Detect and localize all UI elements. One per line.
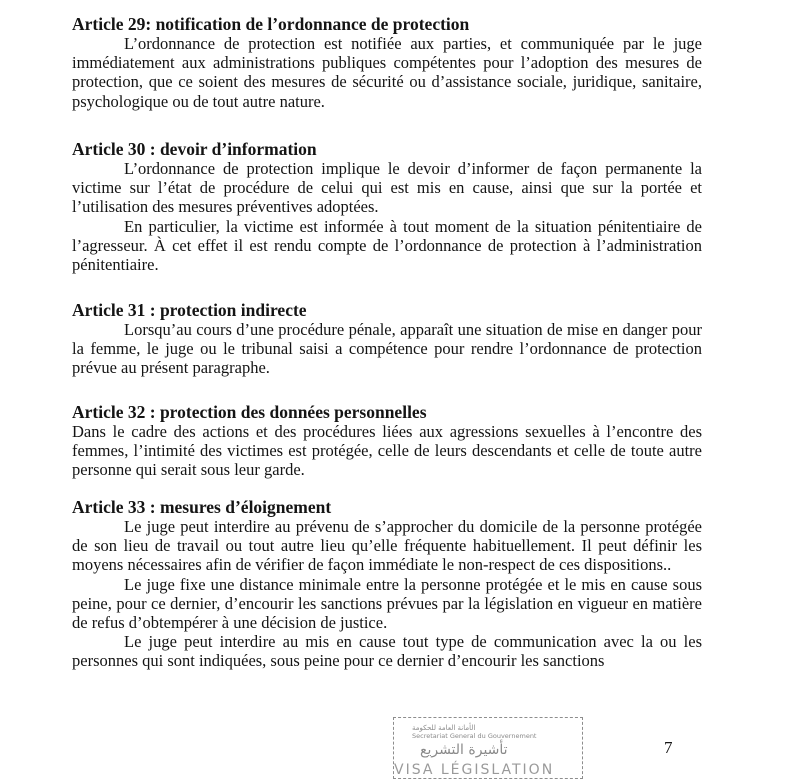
article-heading: Article 31 : protection indirecte [72, 300, 307, 320]
stamp-visa-text: VISA LÉGISLATION [394, 762, 555, 778]
article-paragraph: Le juge fixe une distance minimale entre la personne protégée et le mis en cause sous peine, pour ce dernier, d’encourir les sanctions prévues par la législation en vigueur en matière de refus d’obtempérer à une décision de justice. [72, 574, 702, 633]
page-number: 7 [664, 738, 673, 757]
article-heading: Article 33 : mesures d’éloignement [72, 497, 332, 517]
article-31 [72, 300, 702, 378]
article-heading: Article 32 : protection des données personnelles [72, 402, 427, 422]
stamp-arabic-text: تأشيرة التشريع [420, 742, 508, 758]
article-30 [72, 139, 702, 274]
article-paragraph: L’ordonnance de protection implique le devoir d’informer de façon permanente la victime sur l’état de procédure de celui qui est mis en cause, ainsi que sur la portée et l’utilisation des mesures préventives adoptées. [72, 159, 702, 217]
article-32 [72, 402, 702, 480]
article-33 [72, 497, 702, 671]
article-paragraph: En particulier, la victime est informée à tout moment de la situation pénitentiaire de l’agresseur. À cet effet il est rendu compte de l’ordonnance de protection à l’administration pénitentiaire. [72, 216, 702, 275]
stamp-arabic-header: الأمانة العامة للحكومة [412, 724, 476, 732]
article-paragraph: Le juge peut interdire au prévenu de s’approcher du domicile de la personne protégée de son lieu de travail ou tout autre lieu qu’elle fréquente habituellement. Il peut définir les moyens nécessaires afin de vérifier de façon immédiate le non-respect de ces dispositions.. [72, 517, 702, 575]
article-29 [72, 14, 702, 111]
stamp-french-header: Secretariat General du Gouvernement [412, 732, 537, 740]
article-paragraph: L’ordonnance de protection est notifiée aux parties, et communiquée par le juge immédiatement aux administrations publiques compétentes pour l’adoption des mesures de protection, que ce soient des mesures de sécurité ou d’assistance sociale, juridique, sanitaire, psychologique ou de tout autre nature. [72, 34, 702, 111]
article-paragraph: Dans le cadre des actions et des procédures liées aux agressions sexuelles à l’encontre des femmes, l’intimité des victimes est protégée, celle de leurs descendants et celle de toute autre personne qui serait sous leur garde. [72, 422, 702, 480]
article-heading: Article 30 : devoir d’information [72, 139, 317, 159]
article-heading: Article 29: notification de l’ordonnance de protection [72, 14, 470, 34]
visa-stamp [393, 717, 583, 779]
article-paragraph: Lorsqu’au cours d’une procédure pénale, apparaît une situation de mise en danger pour la femme, le juge ou le tribunal saisi a compétence pour rendre l’ordonnance de protection prévue au présent paragraphe. [72, 320, 702, 378]
article-paragraph: Le juge peut interdire au mis en cause tout type de communication avec la ou les personnes qui sont indiquées, sous peine pour ce dernier d’encourir les sanctions [72, 632, 702, 671]
